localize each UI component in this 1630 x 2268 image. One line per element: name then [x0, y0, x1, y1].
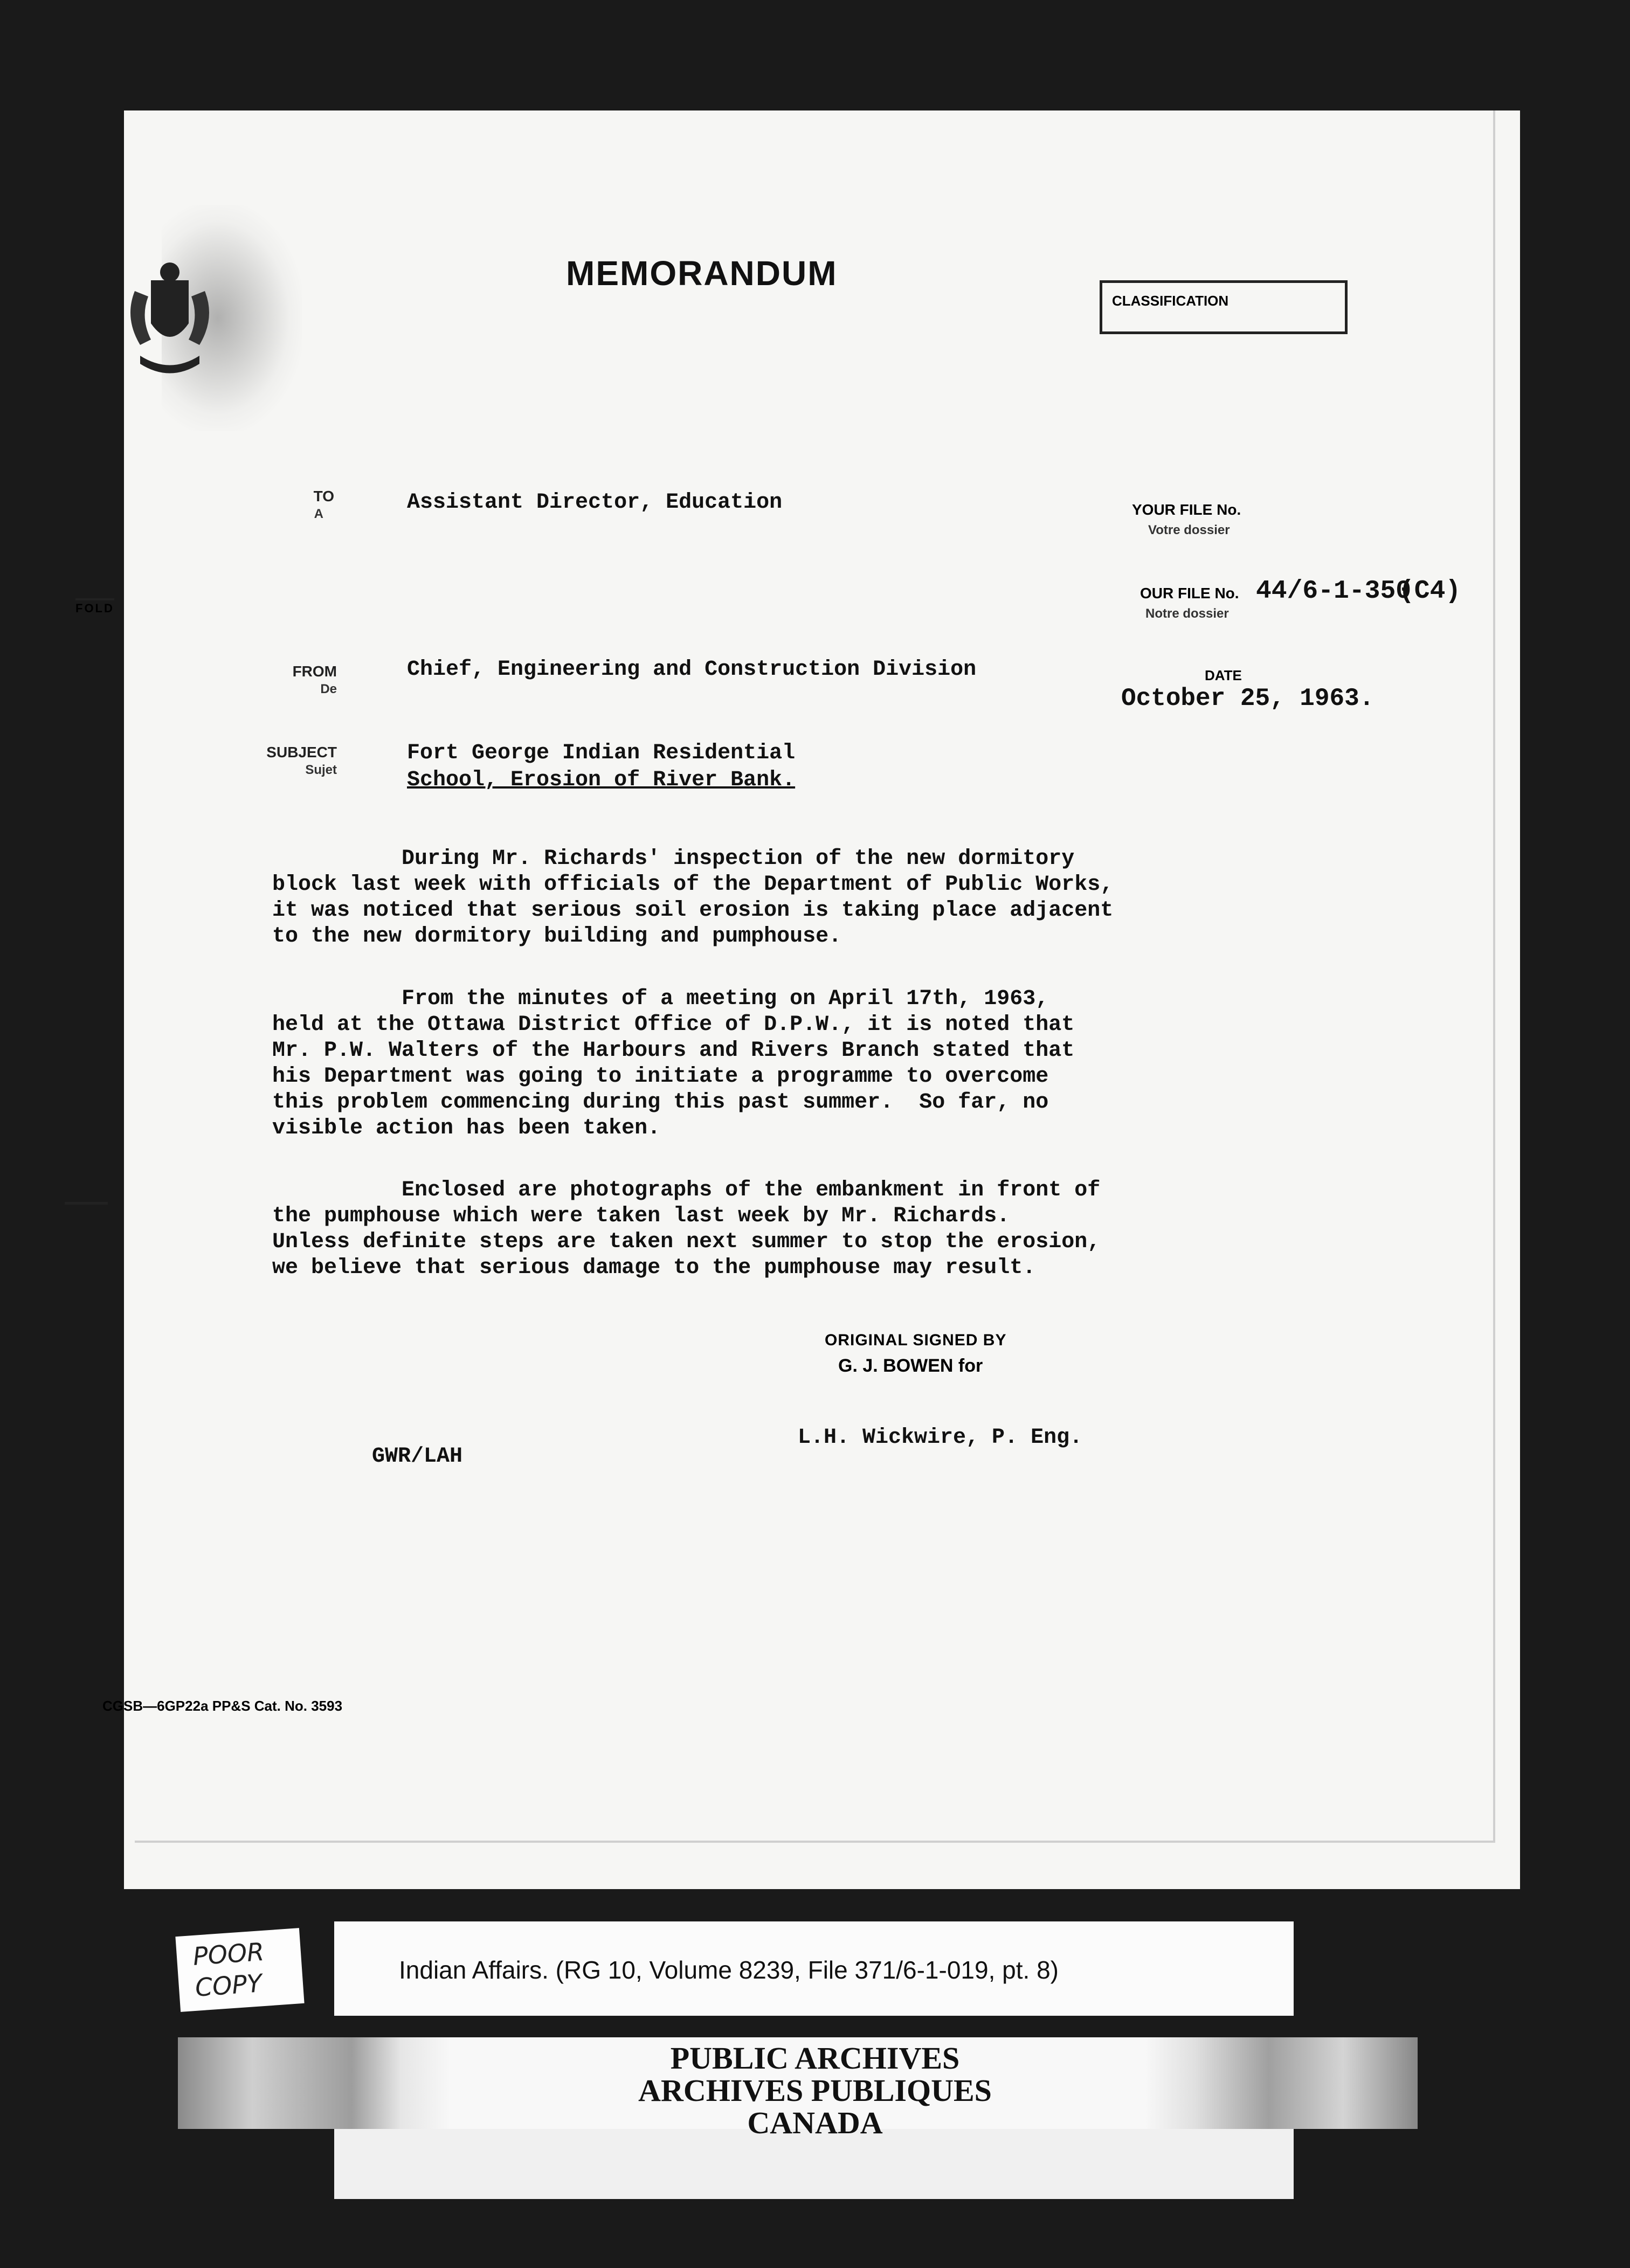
subject-line-1: Fort George Indian Residential	[407, 741, 796, 765]
to-value: Assistant Director, Education	[407, 490, 783, 515]
from-label-fr: De	[320, 682, 337, 696]
poor-copy-note	[175, 1928, 304, 2012]
poor-copy-line-2: COPY	[194, 1968, 263, 2002]
poor-copy-line-1: POOR	[192, 1937, 265, 1971]
subject-label: SUBJECT	[266, 744, 337, 760]
form-number: CGSB—6GP22a PP&S Cat. No. 3593	[102, 1698, 343, 1714]
your-file-label: YOUR FILE No.	[1132, 501, 1241, 518]
signed-stamp-line-1: ORIGINAL SIGNED BY	[825, 1331, 1007, 1349]
coat-of-arms-icon	[113, 259, 226, 383]
classification-box	[1100, 280, 1348, 334]
date-label: DATE	[1205, 667, 1242, 683]
subject-line-2: School, Erosion of River Bank.	[407, 768, 796, 792]
body-paragraph-2: From the minutes of a meeting on April 17th, 1963, held at the Ottawa District Office of D.P.W., it is noted that Mr. P.W. Walters of the Harbours and Rivers Branch stated that his Department was going to initiate a programme to overcome this problem commencing during this past summer. So far, no visible action has been taken.	[272, 987, 1075, 1140]
archives-country: CANADA	[747, 2105, 883, 2140]
typist-initials: GWR/LAH	[372, 1444, 463, 1469]
from-value: Chief, Engineering and Construction Division	[407, 658, 977, 682]
archives-name-fr: ARCHIVES PUBLIQUES	[638, 2073, 992, 2108]
fold-mark: FOLD	[75, 598, 114, 616]
signed-stamp-line-2: G. J. BOWEN for	[838, 1356, 983, 1376]
archives-name-en: PUBLIC ARCHIVES	[670, 2041, 960, 2076]
memo-title: MEMORANDUM	[566, 254, 838, 293]
our-file-label-fr: Notre dossier	[1145, 606, 1229, 621]
body-paragraph-1: During Mr. Richards' inspection of the new dormitory block last week with officials of the Department of Public Works, it was noticed that serious soil erosion is taking place adjacent to the new dormitory building and pumphouse.	[272, 847, 1114, 949]
signature-name: L.H. Wickwire, P. Eng.	[798, 1426, 1083, 1450]
our-file-label: OUR FILE No.	[1140, 585, 1239, 601]
your-file-label-fr: Votre dossier	[1148, 523, 1230, 537]
margin-dash	[65, 1202, 108, 1205]
archive-reference: Indian Affairs. (RG 10, Volume 8239, File 371/6-1-019, pt. 8)	[399, 1956, 1059, 1984]
from-label: FROM	[292, 663, 337, 680]
body-paragraph-3: Enclosed are photographs of the embankment in front of the pumphouse which were taken last week by Mr. Richards. Unless definite steps are taken next summer to stop the erosion, we believe that serious damage to the pumphouse may result.	[272, 1178, 1101, 1280]
page-border	[135, 110, 1495, 1843]
date-value: October 25, 1963.	[1121, 684, 1375, 713]
subject-label-fr: Sujet	[305, 763, 337, 777]
our-file-suffix: (C4)	[1399, 577, 1461, 606]
to-label-fr: A	[314, 507, 323, 521]
our-file-value: 44/6-1-350	[1256, 577, 1412, 606]
to-label: TO	[313, 488, 334, 504]
classification-label: CLASSIFICATION	[1112, 293, 1229, 309]
